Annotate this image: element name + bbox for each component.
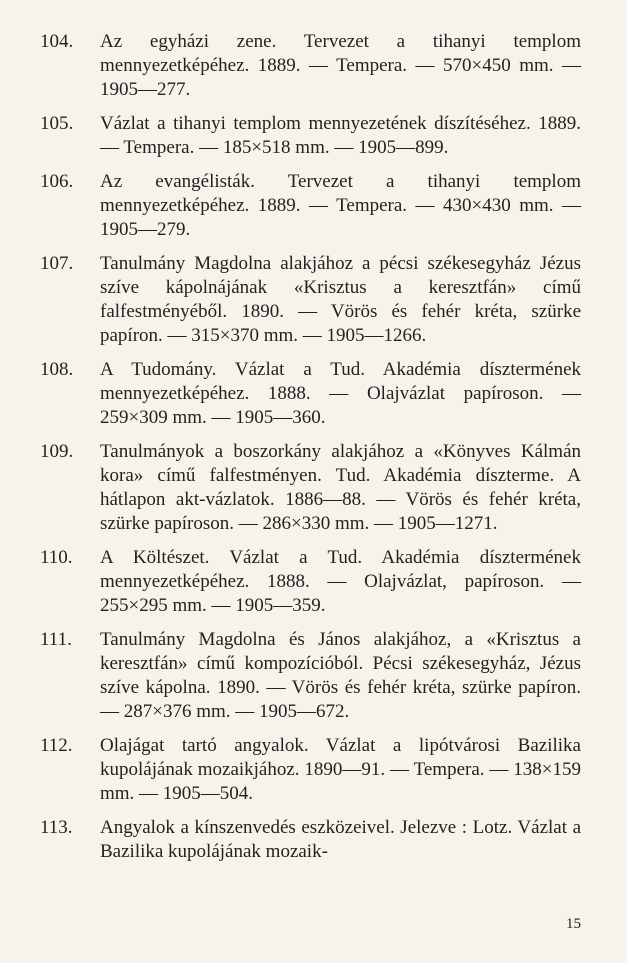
catalog-entry xyxy=(40,628,581,724)
catalog-entry xyxy=(40,170,581,242)
entry-number: 109. xyxy=(40,441,74,462)
entry-text: Tanulmányok a boszorkány alakjához a «Könyves Kálmán kora» című falfestményen. Tud. Akadémia díszterme. A hátlapon akt-vázlatok. 1886—88. — Vörös és fehér kréta, szürke papíroson. — 286×330 mm. — 1905—1271. xyxy=(100,441,581,534)
entry-number: 108. xyxy=(40,359,74,380)
entry-text: Angyalok a kínszenvedés eszközeivel. Jelezve : Lotz. Vázlat a Bazilika kupolájának mozaik- xyxy=(100,817,581,862)
entry-text: Tanulmány Magdolna és János alakjához, a «Krisztus a keresztfán» című kompozícióból. Pécsi székesegyház, Jézus szíve kápolna. 1890. — Vörös és fehér kréta, szürke papíron. — 287×376 mm. — 1905—672. xyxy=(100,629,581,722)
entry-text: A Tudomány. Vázlat a Tud. Akadémia dísztermének mennyezetképéhez. 1888. — Olajvázlat papíroson. — 259×309 mm. — 1905—360. xyxy=(100,359,581,428)
entry-text: Tanulmány Magdolna alakjához a pécsi székesegyház Jézus szíve kápolnájának «Krisztus a keresztfán» című falfestményéből. 1890. — Vörös és fehér kréta, szürke papíron. — 315×370 mm. — 1905—1266. xyxy=(100,253,581,346)
entry-number: 111. xyxy=(40,629,72,650)
entry-text: Az egyházi zene. Tervezet a tihanyi templom mennyezetképéhez. 1889. — Tempera. — 570×450 mm. — 1905—277. xyxy=(100,31,581,100)
catalog-entry xyxy=(40,30,581,102)
entry-number: 107. xyxy=(40,253,74,274)
catalog-entry xyxy=(40,358,581,430)
entry-text: Az evangélisták. Tervezet a tihanyi templom mennyezetképéhez. 1889. — Tempera. — 430×430 mm. — 1905—279. xyxy=(100,171,581,240)
catalog-entry xyxy=(40,440,581,536)
entry-text: Olajágat tartó angyalok. Vázlat a lipótvárosi Bazilika kupolájának mozaikjához. 1890—91. — Tempera. — 138×159 mm. — 1905—504. xyxy=(100,735,581,804)
entry-number: 105. xyxy=(40,113,74,134)
catalog-entry xyxy=(40,816,581,864)
entry-text: Vázlat a tihanyi templom mennyezetének díszítéséhez. 1889. — Tempera. — 185×518 mm. — 1905—899. xyxy=(100,113,581,158)
entry-number: 112. xyxy=(40,735,73,756)
entry-number: 106. xyxy=(40,171,74,192)
entry-number: 104. xyxy=(40,31,74,52)
entry-number: 110. xyxy=(40,547,73,568)
catalog-entry xyxy=(40,546,581,618)
catalog-entry xyxy=(40,112,581,160)
catalog-entry xyxy=(40,734,581,806)
catalog-entry xyxy=(40,252,581,348)
page-number: 15 xyxy=(566,916,581,932)
entry-text: A Költészet. Vázlat a Tud. Akadémia dísztermének mennyezetképéhez. 1888. — Olajvázlat, papíroson. — 255×295 mm. — 1905—359. xyxy=(100,547,581,616)
entry-number: 113. xyxy=(40,817,73,838)
